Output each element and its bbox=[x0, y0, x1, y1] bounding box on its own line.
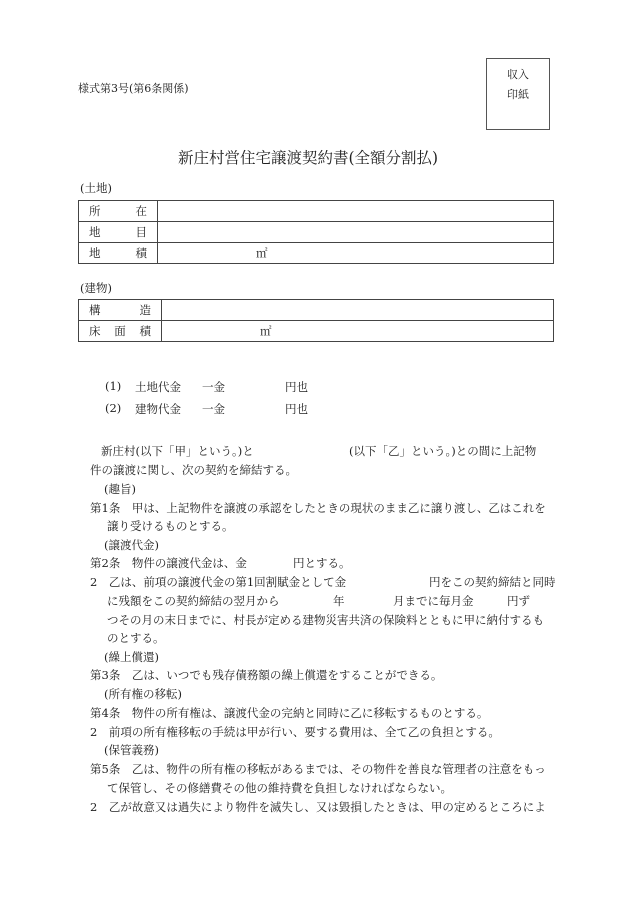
article-2-p2-line3: つその月の末日までに、村長が定める建物災害共済の保険料とともに甲に納付するも bbox=[107, 613, 544, 627]
land-heading: (土地) bbox=[80, 181, 112, 195]
article-5: 第5条 乙は、物件の所有権の移転があるまでは、その物件を善良な管理者の注意をもっ bbox=[90, 762, 546, 776]
article-5-p2: 2 乙が故意又は過失により物件を滅失し、又は毀損したときは、甲の定めるところによ bbox=[90, 800, 546, 814]
price-line-building bbox=[105, 401, 308, 416]
land-label-3a: 地 bbox=[89, 246, 101, 260]
article-2-p2-e: 月までに毎月金 bbox=[393, 594, 474, 608]
article-2-p2-line4: のとする。 bbox=[107, 631, 165, 645]
article-2-p2-line2 bbox=[107, 593, 530, 609]
land-area-unit: ㎡ bbox=[256, 246, 268, 260]
article-4: 第4条 物件の所有権は、譲渡代金の完納と同時に乙に移転するものとする。 bbox=[90, 706, 489, 720]
land-label-3b: 積 bbox=[135, 246, 147, 260]
price-prefix-1: 一金 bbox=[202, 380, 225, 394]
price-label-1: 土地代金 bbox=[135, 380, 181, 394]
land-row-category bbox=[79, 222, 554, 243]
heading-purpose: (趣旨) bbox=[104, 482, 136, 496]
stamp-label-1: 収入 bbox=[507, 68, 529, 81]
land-label-2b: 目 bbox=[135, 225, 147, 239]
price-prefix-2: 一金 bbox=[202, 402, 225, 416]
price-num-1: (1) bbox=[105, 379, 122, 393]
building-area-unit: ㎡ bbox=[260, 324, 272, 338]
intro-line-2: 件の譲渡に関し、次の契約を締結する。 bbox=[90, 463, 297, 477]
article-2-p2-c: に残額をこの契約締結の翌月から bbox=[107, 594, 280, 608]
article-2-text: 第2条 物件の譲渡代金は、金 bbox=[90, 556, 247, 570]
building-label-2m: 面 bbox=[114, 324, 126, 338]
intro-text-1b: (以下「乙」という。)との間に上記物 bbox=[349, 444, 537, 458]
building-value-floor-area bbox=[162, 321, 554, 342]
land-label-1a: 所 bbox=[89, 204, 101, 218]
article-2 bbox=[90, 555, 351, 571]
price-num-2: (2) bbox=[105, 401, 122, 415]
heading-early-repayment: (繰上償還) bbox=[104, 650, 159, 664]
article-2-p2-f: 円ず bbox=[507, 594, 530, 608]
document-title: 新庄村営住宅譲渡契約書(全額分割払) bbox=[178, 149, 439, 167]
building-label-2b: 積 bbox=[139, 324, 151, 338]
article-2-p2-b: 円をこの契約締結と同時 bbox=[429, 575, 556, 589]
land-label-2a: 地 bbox=[89, 225, 101, 239]
article-2-p2-a: 2 乙は、前項の譲渡代金の第1回割賦金として金 bbox=[90, 575, 347, 589]
revenue-stamp-box bbox=[486, 58, 550, 130]
article-1-cont: 譲り受けるものとする。 bbox=[107, 519, 234, 533]
price-suffix-1: 円也 bbox=[285, 380, 308, 394]
intro-text-1: 新庄村(以下「甲」という。)と bbox=[101, 444, 254, 458]
building-label-1b: 造 bbox=[139, 303, 151, 317]
land-label-1b: 在 bbox=[135, 204, 147, 218]
price-suffix-2: 円也 bbox=[285, 402, 308, 416]
building-label-2a: 床 bbox=[89, 324, 101, 338]
heading-ownership: (所有権の移転) bbox=[104, 687, 182, 701]
article-3: 第3条 乙は、いつでも残存債務額の繰上償還をすることができる。 bbox=[90, 668, 443, 682]
building-heading: (建物) bbox=[80, 281, 112, 295]
article-2-p2-d: 年 bbox=[333, 594, 345, 608]
price-label-2: 建物代金 bbox=[135, 402, 181, 416]
land-value-location bbox=[158, 201, 554, 222]
article-1: 第1条 甲は、上記物件を譲渡の承認をしたときの現状のまま乙に譲り渡し、乙はこれを bbox=[90, 501, 546, 515]
article-5-cont: て保管し、その修繕費その他の維持費を負担しなければならない。 bbox=[107, 781, 452, 795]
heading-price: (譲渡代金) bbox=[104, 538, 159, 552]
building-table bbox=[78, 299, 554, 342]
price-line-land bbox=[105, 379, 308, 394]
building-row-floor-area bbox=[79, 321, 554, 342]
article-2-p2-line1 bbox=[90, 574, 556, 590]
land-row-area bbox=[79, 243, 554, 264]
land-table bbox=[78, 200, 554, 264]
land-value-category bbox=[158, 222, 554, 243]
building-row-structure bbox=[79, 300, 554, 321]
stamp-label-2: 印紙 bbox=[507, 88, 529, 101]
building-label-1a: 構 bbox=[89, 303, 101, 317]
heading-custody: (保管義務) bbox=[104, 743, 159, 757]
form-number: 様式第3号(第6条関係) bbox=[78, 82, 189, 95]
article-2-yen: 円とする。 bbox=[293, 556, 351, 570]
land-row-location bbox=[79, 201, 554, 222]
land-value-area bbox=[158, 243, 554, 264]
intro-line-1 bbox=[101, 443, 537, 459]
building-value-structure bbox=[162, 300, 554, 321]
article-4-p2: 2 前項の所有権移転の手続は甲が行い、要する費用は、全て乙の負担とする。 bbox=[90, 725, 500, 739]
